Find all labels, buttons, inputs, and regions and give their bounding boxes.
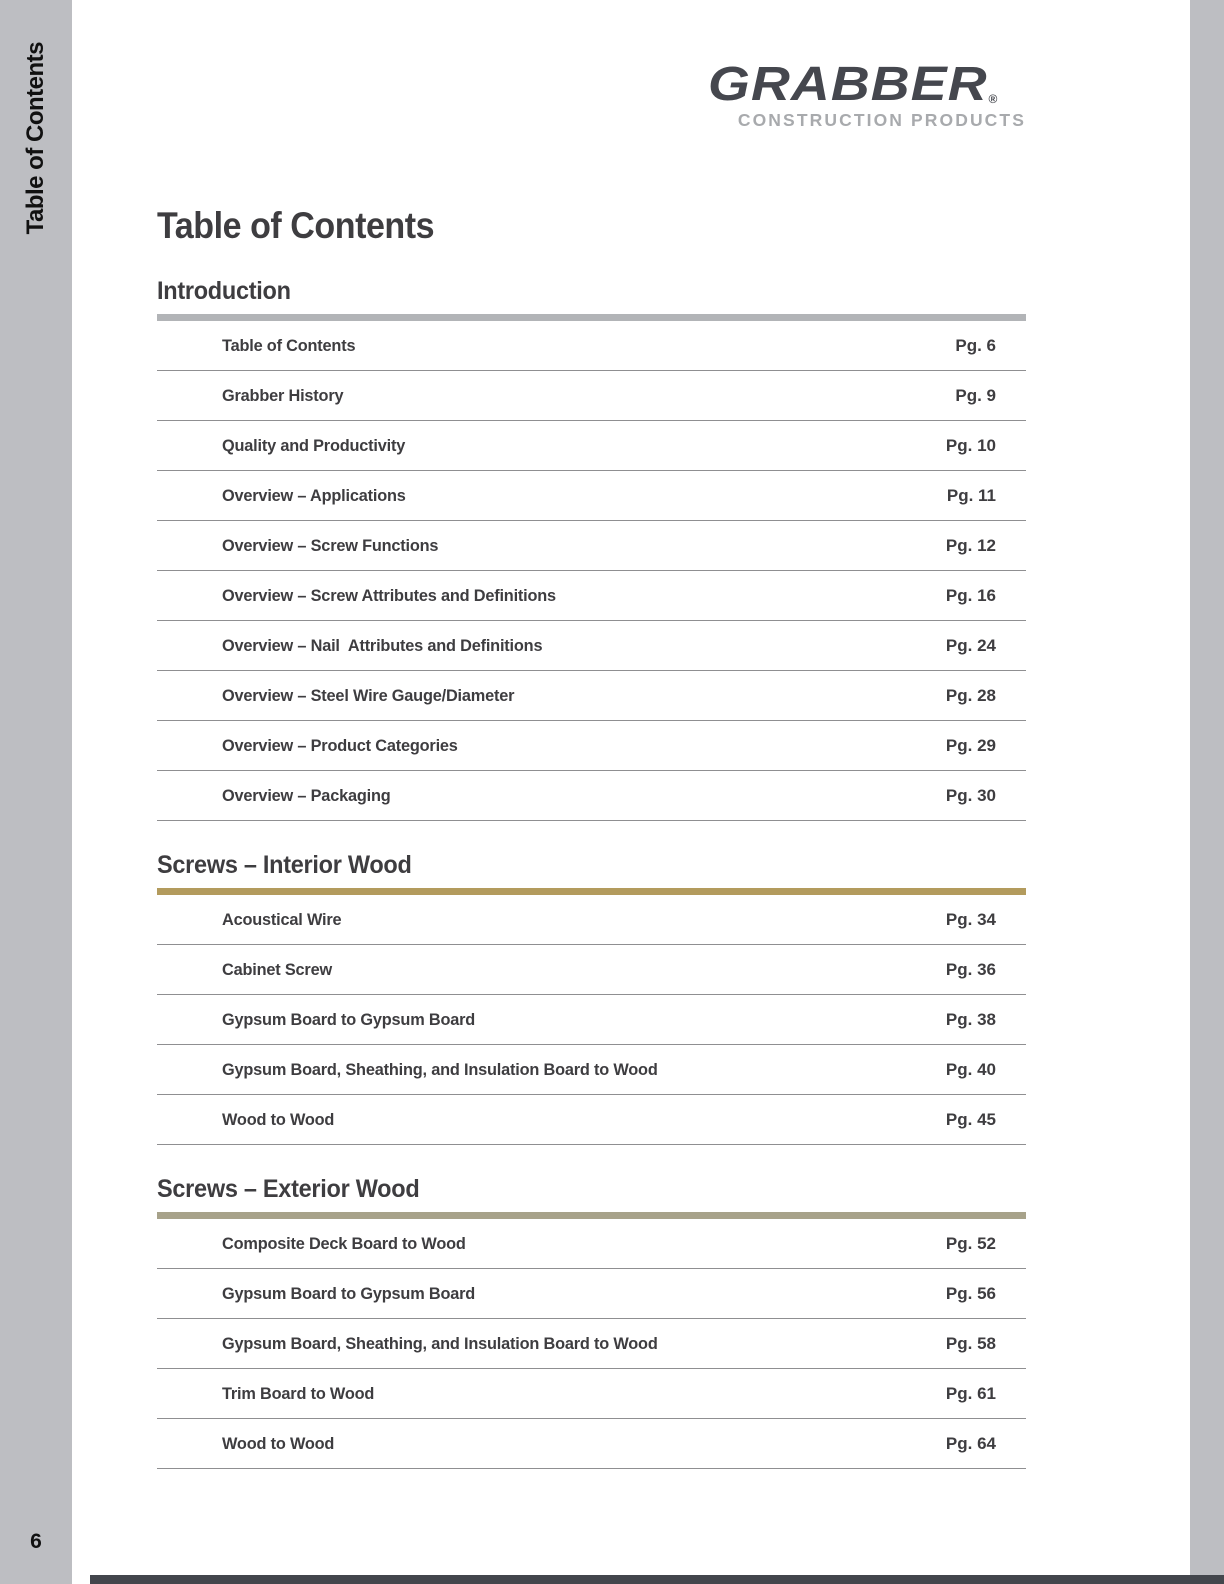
toc-entry-page: Pg. 38 <box>945 1009 996 1029</box>
toc-entry-page: Pg. 52 <box>945 1233 996 1253</box>
toc-entry[interactable] <box>157 1319 1026 1369</box>
toc-entry-page: Pg. 30 <box>945 785 996 805</box>
logo-tagline: CONSTRUCTION PRODUCTS <box>737 110 1026 130</box>
toc-entry-page: Pg. 28 <box>945 685 996 705</box>
section-divider-bar <box>157 888 1026 895</box>
toc-entry-page: Pg. 40 <box>945 1059 996 1079</box>
toc-entry-label: Acoustical Wire <box>222 909 342 929</box>
toc-entry[interactable] <box>157 895 1026 945</box>
logo-wordmark: GRABBER <box>707 58 988 111</box>
toc-entry-page: Pg. 61 <box>945 1383 996 1403</box>
toc-entry-page: Pg. 12 <box>945 535 996 555</box>
toc-section <box>157 851 1026 1145</box>
toc-entry-page: Pg. 11 <box>946 485 996 505</box>
toc-entry[interactable] <box>157 521 1026 571</box>
toc-entry[interactable] <box>157 945 1026 995</box>
toc-entry[interactable] <box>157 1095 1026 1145</box>
toc-entry-page: Pg. 58 <box>945 1333 996 1353</box>
registered-trademark-icon: ® <box>988 92 998 106</box>
section-divider-bar <box>157 1212 1026 1219</box>
toc-entry[interactable] <box>157 421 1026 471</box>
section-divider-bar <box>157 314 1026 321</box>
toc-entry-page: Pg. 36 <box>945 959 996 979</box>
toc-entry-label: Gypsum Board, Sheathing, and Insulation Board to Wood <box>222 1333 658 1353</box>
toc-entry[interactable] <box>157 721 1026 771</box>
toc-entry-page: Pg. 56 <box>945 1283 996 1303</box>
toc-entry-page: Pg. 9 <box>955 385 996 405</box>
toc-entry-page: Pg. 29 <box>945 735 996 755</box>
toc-entry-page: Pg. 64 <box>945 1433 996 1453</box>
toc-entry[interactable] <box>157 995 1026 1045</box>
toc-entry[interactable] <box>157 1045 1026 1095</box>
toc-entry[interactable] <box>157 371 1026 421</box>
toc-entry-label: Overview – Steel Wire Gauge/Diameter <box>222 685 515 705</box>
toc-entry-page: Pg. 45 <box>945 1109 996 1129</box>
toc-entry-page: Pg. 10 <box>945 435 996 455</box>
toc-entry-label: Overview – Screw Attributes and Definitions <box>222 585 556 605</box>
toc-entry-label: Overview – Applications <box>222 485 406 505</box>
section-rows <box>157 1219 1026 1469</box>
toc-entry-label: Overview – Screw Functions <box>222 535 439 555</box>
sidebar-vertical-label: Table of Contents <box>22 42 49 235</box>
left-sidebar <box>0 0 72 1584</box>
brand-logo <box>157 58 1026 131</box>
section-rows <box>157 321 1026 821</box>
toc-entry-label: Wood to Wood <box>222 1109 335 1129</box>
toc-entry[interactable] <box>157 621 1026 671</box>
toc-entry[interactable] <box>157 1269 1026 1319</box>
sections <box>157 277 1026 1469</box>
toc-entry[interactable] <box>157 771 1026 821</box>
toc-entry-label: Gypsum Board to Gypsum Board <box>222 1283 476 1303</box>
toc-entry-label: Overview – Product Categories <box>222 735 458 755</box>
toc-entry-label: Composite Deck Board to Wood <box>222 1233 466 1253</box>
toc-entry[interactable] <box>157 1219 1026 1269</box>
section-heading: Screws – Interior Wood <box>157 851 412 879</box>
toc-entry-label: Table of Contents <box>222 335 356 355</box>
toc-entry-page: Pg. 16 <box>945 585 996 605</box>
content-column <box>157 0 1026 1469</box>
toc-entry[interactable] <box>157 1419 1026 1469</box>
toc-entry-label: Trim Board to Wood <box>222 1383 375 1403</box>
toc-entry-label: Overview – Nail Attributes and Definitions <box>222 635 543 655</box>
toc-entry-page: Pg. 24 <box>945 635 996 655</box>
page-title: Table of Contents <box>157 205 435 246</box>
toc-section <box>157 1175 1026 1469</box>
toc-entry-page: Pg. 34 <box>945 909 996 929</box>
toc-entry[interactable] <box>157 1369 1026 1419</box>
toc-entry-label: Gypsum Board to Gypsum Board <box>222 1009 476 1029</box>
toc-entry[interactable] <box>157 471 1026 521</box>
toc-entry[interactable] <box>157 321 1026 371</box>
toc-entry-label: Gypsum Board, Sheathing, and Insulation Board to Wood <box>222 1059 658 1079</box>
toc-entry-label: Grabber History <box>222 385 344 405</box>
page-folio-number: 6 <box>30 1530 42 1553</box>
toc-entry-label: Cabinet Screw <box>222 959 332 979</box>
toc-entry[interactable] <box>157 571 1026 621</box>
toc-entry-page: Pg. 6 <box>955 335 996 355</box>
toc-entry-label: Quality and Productivity <box>222 435 406 455</box>
section-heading: Screws – Exterior Wood <box>157 1175 420 1203</box>
bottom-accent-bar <box>90 1575 1224 1584</box>
toc-section <box>157 277 1026 821</box>
section-rows <box>157 895 1026 1145</box>
toc-entry[interactable] <box>157 671 1026 721</box>
right-edge-strip <box>1190 0 1224 1584</box>
toc-entry-label: Wood to Wood <box>222 1433 335 1453</box>
section-heading: Introduction <box>157 277 291 305</box>
toc-entry-label: Overview – Packaging <box>222 785 391 805</box>
